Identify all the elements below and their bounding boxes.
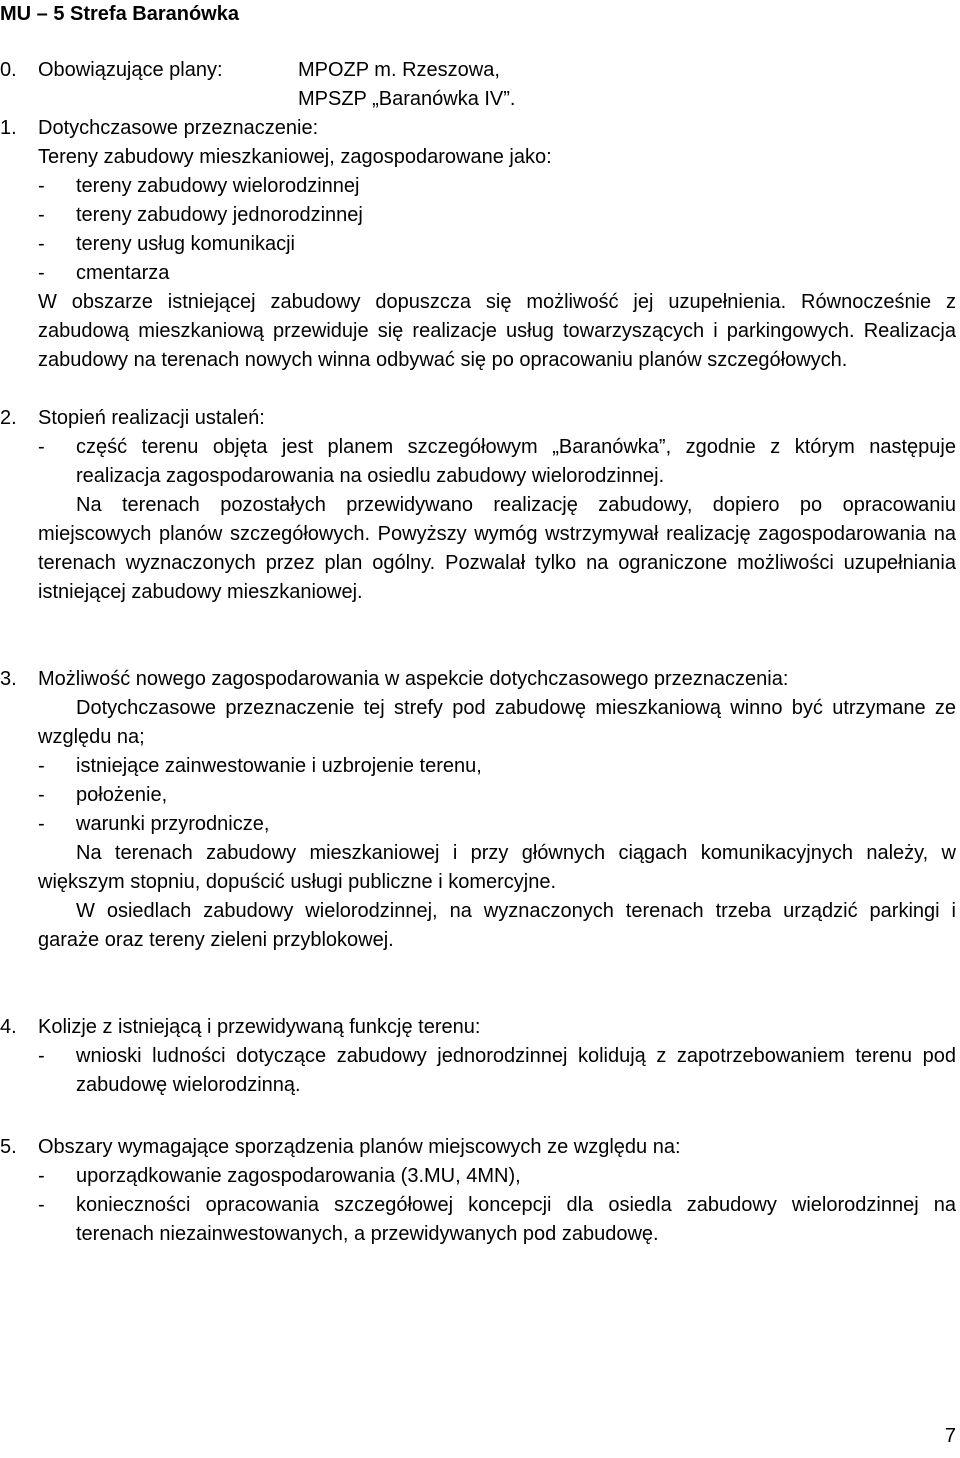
list-item: - wnioski ludności dotyczące zabudowy jednorodzinnej kolidują z zapotrzebowaniem terenu pod zabudowę wielorodzinną. bbox=[38, 1045, 956, 1096]
section-heading: Obszary wymagające sporządzenia planów miejscowych ze względu na: bbox=[38, 1136, 681, 1158]
list-item: - położenie, bbox=[38, 784, 168, 806]
section-paragraph: W obszarze istniejącej zabudowy dopuszcza się możliwość jej uzupełnienia. Równocześnie z zabudową mieszkaniową przewiduje się realizacje usług towarzyszących i parkingowych. Realizacja zabudowy na terenach nowych winna odbywać się po opracowaniu planów szczegółowych. bbox=[38, 291, 956, 371]
section-number: 2. bbox=[0, 407, 17, 429]
plan-item: MPOZP m. Rzeszowa, bbox=[298, 59, 500, 81]
list-item: - istniejące zainwestowanie i uzbrojenie terenu, bbox=[38, 755, 482, 777]
section-2 bbox=[0, 404, 956, 607]
list-item: - tereny zabudowy jednorodzinnej bbox=[38, 204, 363, 226]
section-heading: Kolizje z istniejącą i przewidywaną funkcję terenu: bbox=[38, 1016, 481, 1038]
page-number: 7 bbox=[944, 1425, 956, 1447]
section-0 bbox=[0, 56, 956, 114]
plans-label: Obowiązujące plany: bbox=[38, 59, 223, 81]
section-paragraph: Na terenach zabudowy mieszkaniowej i przy głównych ciągach komunikacyjnych należy, w większym stopniu, dopuścić usługi publiczne i komercyjne. bbox=[38, 842, 956, 893]
section-3 bbox=[0, 665, 956, 955]
list-item: - warunki przyrodnicze, bbox=[38, 813, 270, 835]
section-5 bbox=[0, 1133, 956, 1249]
section-number: 0. bbox=[0, 59, 17, 81]
document-title: MU – 5 Strefa Baranówka bbox=[0, 3, 239, 25]
section-number: 4. bbox=[0, 1016, 17, 1038]
section-number: 5. bbox=[0, 1136, 17, 1158]
section-number: 1. bbox=[0, 117, 17, 139]
list-item: - uporządkowanie zagospodarowania (3.MU, 4MN), bbox=[38, 1165, 521, 1187]
section-paragraph: W osiedlach zabudowy wielorodzinnej, na wyznaczonych terenach trzeba urządzić parkingi i garaże oraz tereny zieleni przyblokowej. bbox=[38, 900, 956, 951]
list-item: - tereny zabudowy wielorodzinnej bbox=[38, 175, 360, 197]
list-item: - konieczności opracowania szczegółowej koncepcji dla osiedla zabudowy wielorodzinnej na terenach niezainwestowanych, a przewidywanych pod zabudowę. bbox=[38, 1194, 956, 1245]
section-paragraph: Na terenach pozostałych przewidywano realizację zabudowy, dopiero po opracowaniu miejscowych planów szczegółowych. Powyższy wymóg wstrzymywał realizację zagospodarowania na terenach wyznaczonych przez plan ogólny. Pozwalał tylko na ograniczone możliwości uzupełniania istniejącej zabudowy mieszkaniowej. bbox=[38, 494, 956, 603]
section-heading: Stopień realizacji ustaleń: bbox=[38, 407, 265, 429]
list-item: - cmentarza bbox=[38, 262, 170, 284]
plan-item: MPSZP „Baranówka IV”. bbox=[298, 88, 516, 110]
list-item: - tereny usług komunikacji bbox=[38, 233, 295, 255]
section-number: 3. bbox=[0, 668, 17, 690]
section-intro: Tereny zabudowy mieszkaniowej, zagospodarowane jako: bbox=[38, 146, 552, 168]
section-paragraph: Dotychczasowe przeznaczenie tej strefy pod zabudowę mieszkaniową winno być utrzymane ze względu na; bbox=[38, 697, 956, 748]
section-heading: Dotychczasowe przeznaczenie: bbox=[38, 117, 319, 139]
list-item: - część terenu objęta jest planem szczegółowym „Baranówka”, zgodnie z którym następuje realizacja zagospodarowania na osiedlu zabudowy wielorodzinnej. bbox=[38, 436, 956, 487]
section-heading: Możliwość nowego zagospodarowania w aspekcie dotychczasowego przeznaczenia: bbox=[38, 668, 789, 690]
section-1 bbox=[0, 114, 956, 375]
section-4 bbox=[0, 1013, 956, 1100]
